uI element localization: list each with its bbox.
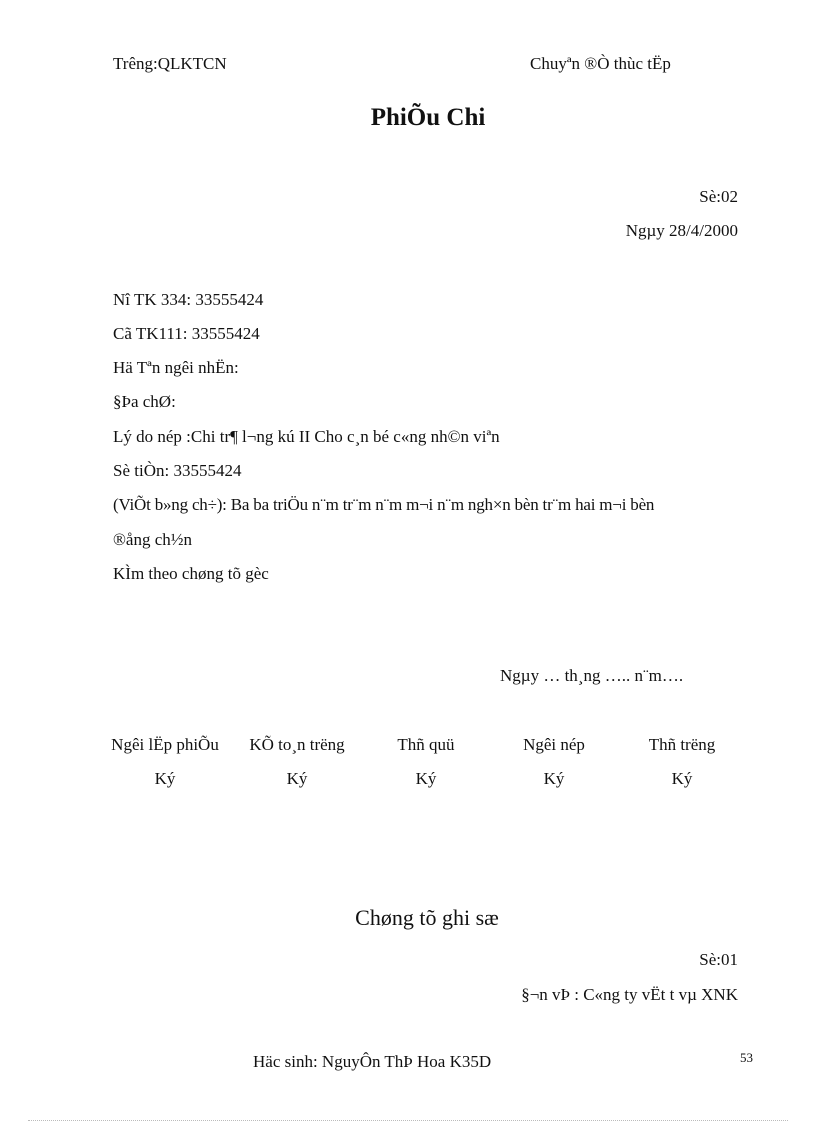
signature-mark: Ký xyxy=(154,769,176,788)
signature-role: Ngêi nép xyxy=(523,735,585,754)
signature-role: Thñ trëng xyxy=(648,735,716,754)
credit-account-line: Cã TK111: 33555424 xyxy=(113,324,260,343)
voucher-number: Sè:01 xyxy=(699,950,738,969)
reason-line: Lý do nép :Chi tr¶ l¬ng kú II Cho c¸n bé c«ng nh©n viªn xyxy=(113,427,500,446)
signature-role: Ngêi lËp phiÕu xyxy=(111,735,219,754)
header-topic: Chuyªn ®Ò thùc tËp xyxy=(530,54,671,73)
signature-role: Thñ quü xyxy=(397,735,455,754)
signature-role: KÕ to¸n trëng xyxy=(249,735,345,754)
header-school: Trêng:QLKTCN xyxy=(113,54,227,73)
footer-student: Häc sinh: NguyÔn ThÞ Hoa K35D xyxy=(253,1052,492,1071)
amount-in-words-continued: ®ång ch½n xyxy=(113,530,193,549)
document-date: Ngµy 28/4/2000 xyxy=(625,221,738,240)
address-line: §Þa chØ: xyxy=(113,392,176,411)
amount-in-words-line: (ViÕt b»ng ch÷): Ba ba triÖu n¨m tr¨m n¨m m¬i n¨m ngh×n bèn tr¨m hai m¬i bèn xyxy=(113,495,655,514)
attachments-line: KÌm theo chøng tõ gèc xyxy=(113,564,269,583)
page-number: 53 xyxy=(740,1050,753,1065)
recipient-name-line: Hä Tªn ngêi nhËn: xyxy=(113,358,239,377)
voucher-unit: §¬n vÞ : C«ng ty vËt t vµ XNK xyxy=(521,985,738,1004)
amount-line: Sè tiÒn: 33555424 xyxy=(113,461,242,480)
signature-mark: Ký xyxy=(543,769,565,788)
signature-preparer xyxy=(98,735,232,789)
signature-mark: Ký xyxy=(671,769,693,788)
page-bottom-divider xyxy=(28,1120,788,1121)
page-title: PhiÕu Chi xyxy=(370,104,486,131)
debit-account-line: Nî TK 334: 33555424 xyxy=(113,290,264,309)
document-number: Sè:02 xyxy=(699,187,738,206)
signature-cashier xyxy=(362,735,490,789)
signature-chief-accountant xyxy=(236,735,358,789)
signature-mark: Ký xyxy=(415,769,437,788)
signature-head xyxy=(618,735,746,789)
signature-payer xyxy=(490,735,618,789)
voucher-title: Chøng tõ ghi sæ xyxy=(355,905,499,930)
signing-date-placeholder: Ngµy … th¸ng ….. n¨m…. xyxy=(500,666,684,685)
signature-mark: Ký xyxy=(286,769,308,788)
